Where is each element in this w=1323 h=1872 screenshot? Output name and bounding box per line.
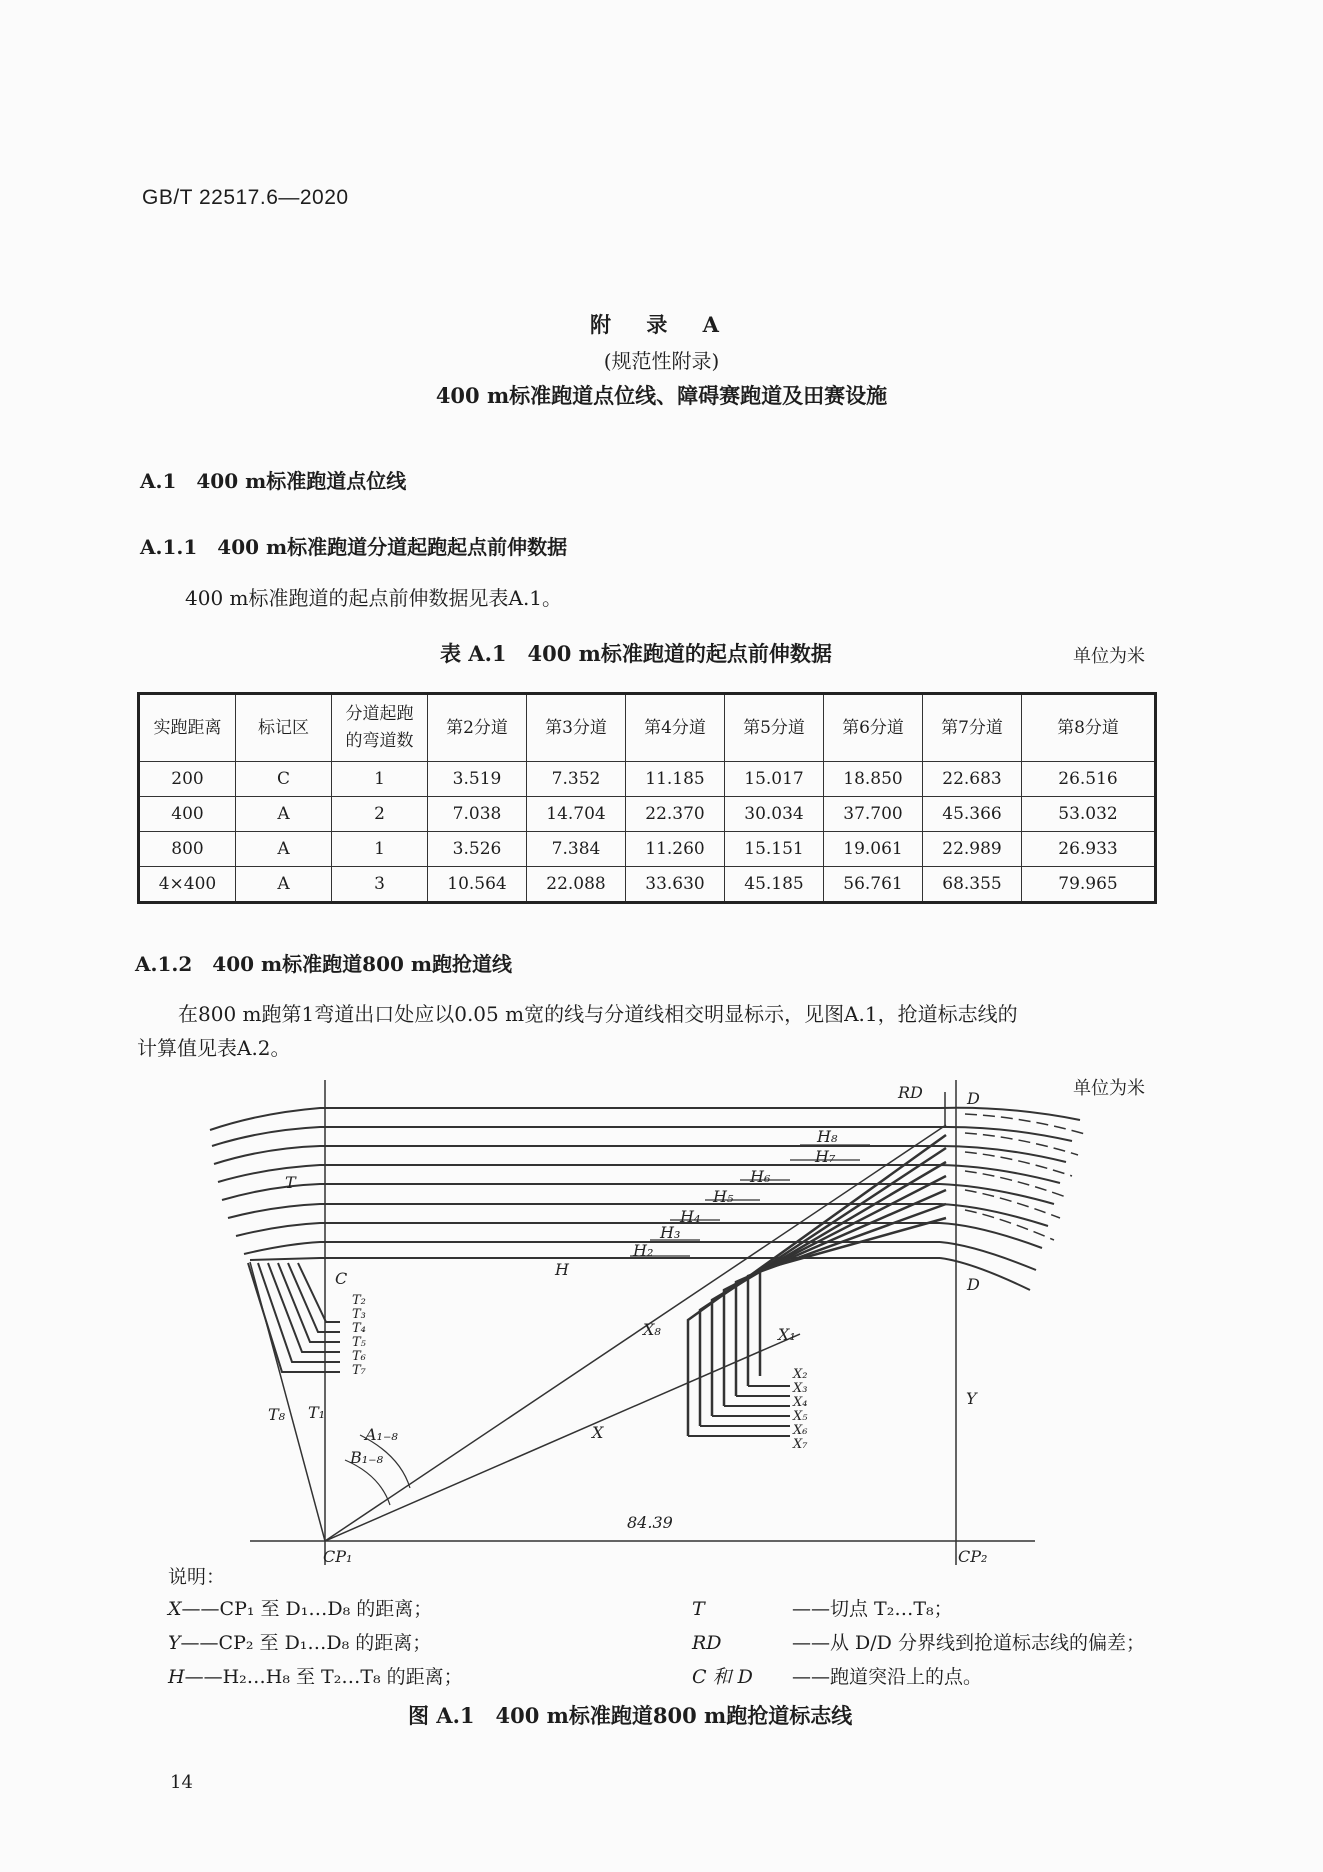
label-t5: T₅: [352, 1335, 366, 1350]
table-cell: 45.366: [923, 797, 1022, 832]
legend-symbol: H: [168, 1666, 185, 1688]
label-h2: H₂: [633, 1241, 654, 1260]
label-h4: H₄: [680, 1207, 701, 1226]
label-t2: T₂: [352, 1293, 366, 1308]
table-cell: 3.526: [428, 832, 527, 867]
section-heading-a1: A.1 400 m标准跑道点位线: [140, 469, 407, 493]
header-cell: 实跑距离: [139, 694, 236, 762]
legend-symbol: C 和 D: [692, 1666, 753, 1688]
table-cell: C: [236, 762, 332, 797]
label-x1: X₁: [778, 1325, 796, 1344]
annex-title: 附 录 A: [590, 312, 733, 337]
label-y: Y: [966, 1389, 977, 1408]
table-cell: 200: [139, 762, 236, 797]
table-cell: 3: [332, 867, 428, 903]
label-x6: X₆: [793, 1423, 808, 1438]
label-x3: X₃: [793, 1381, 808, 1396]
label-cp1: CP₁: [323, 1547, 353, 1566]
table-caption: 表 A.1 400 m标准跑道的起点前伸数据: [440, 641, 832, 666]
header-cell: 第3分道: [527, 694, 626, 762]
table-cell: 800: [139, 832, 236, 867]
table-cell: 4×400: [139, 867, 236, 903]
table-cell: 1: [332, 762, 428, 797]
figure-unit: 单位为米: [1073, 1078, 1145, 1099]
table-cell: 26.516: [1022, 762, 1156, 797]
header-cell: 第2分道: [428, 694, 527, 762]
table-cell: 19.061: [824, 832, 923, 867]
table-cell: 2: [332, 797, 428, 832]
table-cell: 22.088: [527, 867, 626, 903]
label-h: H: [555, 1260, 569, 1279]
table-cell: 1: [332, 832, 428, 867]
table-cell: 37.700: [824, 797, 923, 832]
table-cell: 11.260: [626, 832, 725, 867]
table-cell: A: [236, 797, 332, 832]
label-x: X: [592, 1423, 604, 1442]
table-cell: A: [236, 832, 332, 867]
header-cell: 第4分道: [626, 694, 725, 762]
paragraph-a12-line2: 计算值见表A.2。: [137, 1036, 291, 1060]
section-heading-a12: A.1.2 400 m标准跑道800 m跑抢道线: [135, 952, 513, 976]
table-cell: 14.704: [527, 797, 626, 832]
paragraph-a12-line1: 在800 m跑第1弯道出口处应以0.05 m宽的线与分道线相交明显标示，见图A.1，抢道标志线的: [178, 1002, 1018, 1026]
table-cell: 33.630: [626, 867, 725, 903]
legend-item: [692, 1662, 982, 1689]
legend-item: [692, 1594, 953, 1621]
label-h6: H₆: [750, 1167, 771, 1186]
label-t8: T₈: [268, 1405, 286, 1424]
legend-symbol: RD: [692, 1632, 722, 1654]
table-cell: 22.370: [626, 797, 725, 832]
label-t1: T₁: [308, 1403, 326, 1422]
table-cell: 26.933: [1022, 832, 1156, 867]
table-cell: 68.355: [923, 867, 1022, 903]
table-cell: 30.034: [725, 797, 824, 832]
legend-symbol: T: [692, 1598, 705, 1620]
label-d-top: D: [967, 1089, 980, 1108]
label-cp2: CP₂: [958, 1547, 988, 1566]
header-cell: 标记区: [236, 694, 332, 762]
table-cell: 11.185: [626, 762, 725, 797]
annex-type: (规范性附录): [603, 349, 720, 373]
legend-text: ——切点 T₂…T₈；: [792, 1598, 953, 1620]
legend-symbol: X: [168, 1598, 182, 1620]
label-x2: X₂: [793, 1367, 808, 1382]
legend-text: ——H₂…H₈ 至 T₂…T₈ 的距离；: [184, 1666, 463, 1688]
table-cell: 15.017: [725, 762, 824, 797]
table-cell: 10.564: [428, 867, 527, 903]
table-cell: 53.032: [1022, 797, 1156, 832]
legend-text: ——CP₁ 至 D₁…D₈ 的距离；: [181, 1598, 433, 1620]
label-d-mid: D: [967, 1275, 980, 1294]
table-cell: 3.519: [428, 762, 527, 797]
dimension-label: 84.39: [627, 1513, 673, 1532]
legend-title: 说明：: [168, 1566, 226, 1588]
annex-name: 400 m标准跑道点位线、障碍赛跑道及田赛设施: [435, 383, 888, 408]
label-x7: X₇: [793, 1437, 808, 1452]
table-cell: 22.683: [923, 762, 1022, 797]
table-cell: 56.761: [824, 867, 923, 903]
table-cell: 7.352: [527, 762, 626, 797]
table-cell: 7.384: [527, 832, 626, 867]
label-t: T: [285, 1173, 296, 1192]
label-a18: A₁₋₈: [365, 1425, 398, 1444]
label-x5: X₅: [793, 1409, 808, 1424]
legend-item: [168, 1662, 463, 1689]
label-h3: H₃: [660, 1223, 681, 1242]
standard-id: GB/T 22517.6—2020: [142, 186, 349, 209]
legend-text: ——CP₂ 至 D₁…D₈ 的距离；: [180, 1632, 432, 1654]
label-t6: T₆: [352, 1349, 366, 1364]
header-cell: 第8分道: [1022, 694, 1156, 762]
label-rd: RD: [898, 1083, 923, 1102]
legend-item: [168, 1594, 432, 1621]
label-t4: T₄: [352, 1321, 366, 1336]
header-cell: 第6分道: [824, 694, 923, 762]
legend-text: ——从 D/D 分界线到抢道标志线的偏差；: [792, 1632, 1145, 1654]
table-cell: 22.989: [923, 832, 1022, 867]
label-h5: H₅: [713, 1187, 734, 1206]
header-cell: 分道起跑 的弯道数: [332, 694, 428, 762]
table-cell: A: [236, 867, 332, 903]
legend-item: [692, 1628, 1145, 1655]
table-cell: 18.850: [824, 762, 923, 797]
paragraph-a11: 400 m标准跑道的起点前伸数据见表A.1。: [185, 586, 563, 610]
table-cell: 400: [139, 797, 236, 832]
label-h8: H₈: [817, 1127, 838, 1146]
legend-text: ——跑道突沿上的点。: [792, 1666, 983, 1688]
label-h7: H₇: [815, 1147, 836, 1166]
label-c: C: [335, 1269, 348, 1288]
table-cell: 45.185: [725, 867, 824, 903]
header-cell: 第5分道: [725, 694, 824, 762]
header-cell: 第7分道: [923, 694, 1022, 762]
figure-caption: 图 A.1 400 m标准跑道800 m跑抢道标志线: [408, 1703, 853, 1728]
table-cell: 15.151: [725, 832, 824, 867]
label-t3: T₃: [352, 1307, 366, 1322]
label-t7: T₇: [352, 1363, 366, 1378]
legend-item: [168, 1628, 431, 1655]
page-number: 14: [170, 1772, 193, 1793]
table-cell: 79.965: [1022, 867, 1156, 903]
section-heading-a11: A.1.1 400 m标准跑道分道起跑起点前伸数据: [140, 535, 568, 559]
label-b18: B₁₋₈: [350, 1448, 384, 1467]
table-cell: 7.038: [428, 797, 527, 832]
label-x8: X₈: [643, 1320, 661, 1339]
label-x4: X₄: [793, 1395, 808, 1410]
table-unit: 单位为米: [1073, 646, 1145, 667]
legend-symbol: Y: [168, 1632, 181, 1654]
